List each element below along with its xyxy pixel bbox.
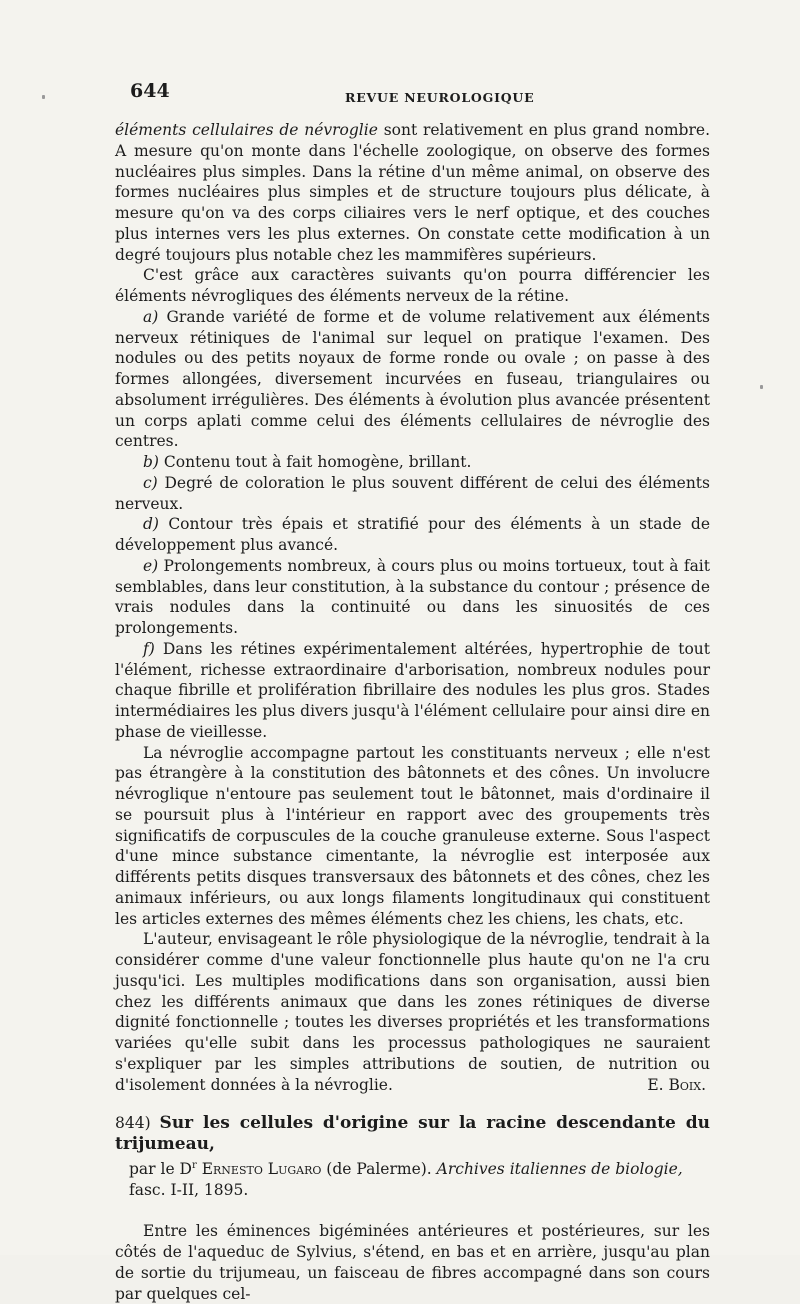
author-name: Ernesto Lugaro — [201, 1160, 322, 1179]
body-text — [115, 120, 710, 1304]
page-number: 644 — [130, 80, 170, 102]
item-text: Contour très épais et stratifié pour des éléments à un stade de développement plus avancé. — [115, 515, 710, 554]
paragraph: La névroglie accompagne partout les constituants nerveux ; elle n'est pas étrangère à la constitution des bâtonnets et des cônes. Un involucre névroglique n'entoure pas seulement tout le bâtonnet, mais d'ordinaire il se poursuit plus à l'intérieur en rapport avec des groupements très significatifs de corpuscules de la couche granuleuse externe. Sous l'aspect d'une mince substance cimentante, la névroglie est interposée aux différents petits disques transversaux des bâtonnets et des cônes, chez les animaux inférieurs, ou aux longs filaments longitudinaux qui constituent les articles externes des mêmes éléments chez les chiens, les chats, etc. — [115, 743, 710, 928]
byline-prefix: par le D — [129, 1160, 192, 1179]
item-marker: a) — [143, 307, 159, 326]
list-item — [115, 639, 710, 743]
author-affiliation: (de Palerme). — [321, 1160, 437, 1179]
paragraph — [115, 120, 710, 265]
list-item — [115, 473, 710, 515]
item-marker: c) — [143, 473, 158, 492]
paragraph — [115, 929, 710, 1095]
paragraph: C'est grâce aux caractères suivants qu'on pourra différencier les éléments névrogliques des éléments nerveux de la rétine. — [115, 266, 710, 305]
item-text: Prolongements nombreux, à cours plus ou moins tortueux, tout à fait semblables, dans leur constitution, à la substance du contour ; présence de vrais nodules dans la continuité ou dans les sinuosités de ces prolongements. — [115, 556, 710, 637]
scan-speck — [42, 95, 45, 99]
item-text: Dans les rétines expérimentalement altérées, hypertrophie de tout l'élément, richesse extraordinaire d'arborisation, nombreux nodules pour chaque fibrille et prolifération fibrillaire des nodules les plus gros. Stades intermédiaires les plus divers jusqu'à l'élément cellulaire pour ainsi dire en phase de vieillesse. — [115, 639, 710, 741]
item-marker: b) — [143, 453, 159, 471]
list-item — [115, 514, 710, 556]
list-item — [115, 556, 710, 639]
paragraph-text: L'auteur, envisageant le rôle physiologique de la névroglie, tendrait à la considérer comme d'une valeur fonctionnelle plus haute qu'on ne l'a cru jusqu'ici. Les multiples modifications dans son organisation, aussi bien chez les différents animaux que dans les zones rétiniques de diverse dignité fonctionnelle ; toutes les diverses propriétés et les transformations variées qu'elle subit dans les processus pathologiques ne sauraient s'expliquer par les simples attributions de soutien, de nutrition ou d'isolement données à la névroglie. — [115, 930, 710, 1094]
list-item — [115, 452, 710, 473]
scan-speck — [760, 385, 763, 389]
signature: E. Boix. — [647, 1075, 706, 1094]
paragraph-text: sont relativement en plus grand nombre. A mesure qu'on monte dans l'échelle zoologique, on observe des formes nucléaires plus simples. Dans la rétine d'un même animal, on observe des formes nucléaires plus simples et de structure toujours plus délicate, à mesure qu'on va des corps ciliaires vers le nerf optique, et des couches plus internes vers les plus externes. On constate cette modification à un degré toujours plus notable chez les mammifères supérieurs. — [115, 121, 710, 264]
article-title-line — [115, 1113, 710, 1155]
article-byline — [129, 1155, 710, 1180]
byline-sup: r — [191, 1160, 197, 1172]
item-text: Grande variété de forme et de volume relativement aux éléments nerveux rétiniques de l'animal sur lequel on pratique l'examen. Des nodules ou des petits noyaux de forme ronde ou ovale ; on passe à des formes allongées, diversement incurvées en fuseau, triangulaires ou absolument irrégulières. Des éléments à évolution plus avancée présentent un corps aplati comme celui des éléments cellulaires de névroglie des centres. — [115, 307, 710, 451]
italic-phrase: éléments cellulaires de névroglie — [115, 121, 378, 139]
journal-name: Archives italiennes de biologie, — [436, 1160, 683, 1179]
article-issue: fasc. I-II, 1895. — [129, 1181, 249, 1200]
article-heading — [115, 1113, 710, 1201]
item-text: Contenu tout à fait homogène, brillant. — [158, 453, 472, 471]
item-marker: e) — [143, 556, 159, 575]
running-title: REVUE NEUROLOGIQUE — [345, 90, 535, 105]
item-marker: f) — [143, 639, 155, 658]
article-number: 844) — [115, 1114, 151, 1133]
article-title: Sur les cellules d'origine sur la racine descendante du trijumeau, — [115, 1113, 711, 1155]
list-item — [115, 307, 710, 452]
item-marker: d) — [143, 515, 159, 534]
paragraph: Entre les éminences bigéminées antérieures et postérieures, sur les côtés de l'aqueduc de Sylvius, s'étend, en bas et en arrière, jusqu'au plan de sortie du trijumeau, un faisceau de fibres accompagné dans son cours par quelques cel- — [115, 1222, 710, 1303]
item-text: Degré de coloration le plus souvent différent de celui des éléments nerveux. — [115, 473, 710, 513]
page-header — [130, 80, 710, 106]
